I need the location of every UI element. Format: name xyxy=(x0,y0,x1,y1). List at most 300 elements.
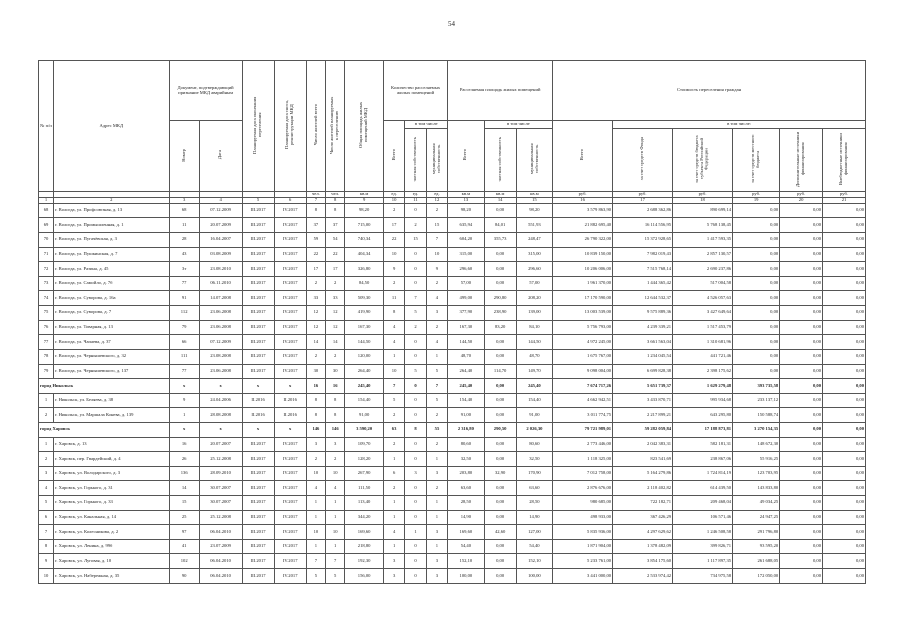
table-cell: 22 xyxy=(383,233,404,248)
table-cell: г. Вологда, ул. Разина, д. 45 xyxy=(53,262,169,277)
table-cell: 0,00 xyxy=(780,525,823,540)
header-cost-incl: в том числе: xyxy=(613,121,866,129)
table-cell: 1 xyxy=(326,539,345,554)
table-cell: 84,50 xyxy=(345,276,384,291)
table-cell: IV.2017 xyxy=(274,481,306,496)
table-cell: 152,10 xyxy=(516,554,552,569)
unit-cell: руб. xyxy=(613,191,673,197)
table-cell: г. Харовск, ул. Володарского, д. 3 xyxy=(53,466,169,481)
header-cost-total: Всего xyxy=(579,149,585,161)
table-cell: 4 972 245,00 xyxy=(553,335,613,350)
header-count-municipal: муниципальная собственность xyxy=(431,143,441,175)
column-number: 7 xyxy=(306,197,325,203)
table-cell: 0,00 xyxy=(823,437,866,452)
table-cell: 8 xyxy=(326,203,345,218)
header-total-area: Общая площадь жилых помещений МКД xyxy=(358,102,369,149)
table-cell: IV.2017 xyxy=(274,335,306,350)
table-cell: II.2016 xyxy=(274,393,306,408)
table-cell: 25.12.2008 xyxy=(199,510,242,525)
table-cell: 30.07.2007 xyxy=(199,481,242,496)
table-row xyxy=(39,510,866,525)
table-cell: 4 297 629,62 xyxy=(613,525,673,540)
table-cell: г. Вологда, ул. Товарная, д. 13 xyxy=(53,320,169,335)
table-cell: 6 xyxy=(39,510,54,525)
table-cell: 2 xyxy=(326,349,345,364)
column-number: 8 xyxy=(326,197,345,203)
table-cell: 79 xyxy=(169,320,199,335)
table-cell: 100,00 xyxy=(516,569,552,584)
column-number: 14 xyxy=(484,197,516,203)
table-cell: 0 xyxy=(405,539,426,554)
table-cell: IV.2017 xyxy=(274,569,306,584)
table-cell: 1 xyxy=(426,539,447,554)
table-cell: 143 833,80 xyxy=(733,481,780,496)
table-cell: 13 003 539,00 xyxy=(553,306,613,321)
table-cell: 8 xyxy=(405,422,426,437)
table-cell: III.2017 xyxy=(242,291,274,306)
table-cell: 0,00 xyxy=(780,349,823,364)
table-cell: 248,47 xyxy=(516,233,552,248)
table-cell: 245,40 xyxy=(345,379,384,394)
table-cell: г. Вологда, ул. Профсоюзная, д. 13 xyxy=(53,203,169,218)
table-cell: 23.08.2008 xyxy=(199,349,242,364)
table-cell: 154,40 xyxy=(516,393,552,408)
table-cell: 3 441 000,00 xyxy=(553,569,613,584)
table-cell: 0,00 xyxy=(823,379,866,394)
table-cell: 77 xyxy=(169,276,199,291)
table-cell: 30 xyxy=(326,364,345,379)
table-cell: 16 114 556,95 xyxy=(613,218,673,233)
unit-cell: ед. xyxy=(405,191,426,197)
table-cell: 5 233 761,00 xyxy=(553,554,613,569)
table-cell: 32,90 xyxy=(484,466,516,481)
header-area-incl: в том числе xyxy=(484,121,553,129)
table-row xyxy=(39,203,866,218)
table-cell: 6 xyxy=(383,466,404,481)
table-cell: III.2017 xyxy=(242,364,274,379)
table-cell: II.2016 xyxy=(242,408,274,423)
table-cell: 152,10 xyxy=(448,554,484,569)
table-cell: 0,00 xyxy=(823,393,866,408)
table-cell: 149,70 xyxy=(516,364,552,379)
table-cell: 582 181,31 xyxy=(673,437,733,452)
table-cell: 120,00 xyxy=(345,349,384,364)
table-cell: 1 xyxy=(383,452,404,467)
table-cell: 0 xyxy=(405,276,426,291)
table-cell: 0,00 xyxy=(484,247,516,262)
column-number: 19 xyxy=(733,197,780,203)
table-cell: 06.04.2010 xyxy=(199,554,242,569)
table-cell: 112 xyxy=(169,306,199,321)
subtotal-label: город Харовск xyxy=(39,422,170,437)
table-cell: 2 xyxy=(426,276,447,291)
table-cell: 1 675 767,00 xyxy=(553,349,613,364)
table-cell: 315,00 xyxy=(516,247,552,262)
table-cell: 2 xyxy=(383,203,404,218)
table-cell: 14,90 xyxy=(516,510,552,525)
table-cell: 3 xyxy=(383,569,404,584)
table-row xyxy=(39,335,866,350)
table-row xyxy=(39,554,866,569)
table-cell: 0,00 xyxy=(484,510,516,525)
table-cell: 79 721 989,01 xyxy=(553,422,613,437)
table-cell: 643 295,80 xyxy=(673,408,733,423)
table-cell: 0,00 xyxy=(780,364,823,379)
table-cell: 2 533 974,42 xyxy=(613,569,673,584)
table-cell: 264,40 xyxy=(448,364,484,379)
table-cell: 3 433 870,71 xyxy=(613,393,673,408)
table-cell: г. Харовск, пер. Гвардейский, д. 4 xyxy=(53,452,169,467)
unit-cell: кв.м xyxy=(516,191,552,197)
table-cell: 1 xyxy=(405,525,426,540)
table-cell: 1 724 814,19 xyxy=(673,466,733,481)
column-number: 9 xyxy=(345,197,384,203)
table-cell: 91,00 xyxy=(448,408,484,423)
table-cell: 517 004,58 xyxy=(673,276,733,291)
table-cell: 264,40 xyxy=(345,364,384,379)
table-cell: 2 688 362,86 xyxy=(613,203,673,218)
table-cell: 0,00 xyxy=(823,466,866,481)
table-cell: IV.2017 xyxy=(274,452,306,467)
table-cell: 63,60 xyxy=(448,481,484,496)
table-cell: 0 xyxy=(405,349,426,364)
table-cell: 7 xyxy=(326,554,345,569)
table-cell: 54,40 xyxy=(516,539,552,554)
table-cell: 167,30 xyxy=(345,320,384,335)
table-row xyxy=(39,276,866,291)
table-cell: 1 xyxy=(383,539,404,554)
table-cell: 2 xyxy=(426,481,447,496)
table-cell: 2 xyxy=(383,276,404,291)
table-cell: 48,70 xyxy=(516,349,552,364)
table-cell: 41 xyxy=(169,539,199,554)
table-cell: 4 xyxy=(426,291,447,306)
table-cell: 0,00 xyxy=(780,247,823,262)
table-cell: 8 xyxy=(383,306,404,321)
table-cell: 3 590,20 xyxy=(345,422,384,437)
table-cell: 2 xyxy=(383,408,404,423)
table-cell: 80,60 xyxy=(516,437,552,452)
table-cell: IV.2017 xyxy=(274,262,306,277)
table-cell: III.2017 xyxy=(242,481,274,496)
table-cell: IV.2017 xyxy=(274,203,306,218)
table-cell: 290,80 xyxy=(484,291,516,306)
table-cell: 30 xyxy=(306,364,325,379)
table-cell: 2 118 402,82 xyxy=(613,481,673,496)
table-cell: IV.2017 xyxy=(274,496,306,511)
table-cell: 5 651 739,37 xyxy=(613,379,673,394)
table-cell: 261 688,05 xyxy=(733,554,780,569)
table-cell: 740,34 xyxy=(345,233,384,248)
table-cell: 0,00 xyxy=(780,218,823,233)
table-cell: 07.12.2009 xyxy=(199,335,242,350)
table-cell: 377,90 xyxy=(448,306,484,321)
table-cell: 296,60 xyxy=(448,262,484,277)
table-cell: 3 011 774,75 xyxy=(553,408,613,423)
column-number: 4 xyxy=(199,197,242,203)
table-cell: 7 982 019,43 xyxy=(613,247,673,262)
table-cell: 2 773 446,00 xyxy=(553,437,613,452)
table-cell: 0 xyxy=(405,247,426,262)
table-cell: 172 050,00 xyxy=(733,569,780,584)
table-cell: 203,80 xyxy=(448,466,484,481)
table-cell: 10 206 006,00 xyxy=(553,262,613,277)
table-cell: 0,00 xyxy=(780,203,823,218)
table-cell: 209 468,04 xyxy=(673,496,733,511)
table-cell: 8 xyxy=(326,393,345,408)
table-cell: IV.2017 xyxy=(274,233,306,248)
table-cell: 0 xyxy=(405,203,426,218)
table-cell: 5 xyxy=(39,496,54,511)
table-cell: 90 xyxy=(169,569,199,584)
table-cell: 3 xyxy=(405,466,426,481)
table-cell: 238,90 xyxy=(484,306,516,321)
table-cell: г. Вологда, ул. Промышленная, д. 1 xyxy=(53,218,169,233)
table-cell: г. Вологда, ул. Суворова, д. 7 xyxy=(53,306,169,321)
table-cell: IV.2017 xyxy=(274,510,306,525)
table-cell: 5 xyxy=(405,364,426,379)
column-number: 11 xyxy=(405,197,426,203)
table-cell: 98,20 xyxy=(345,203,384,218)
table-cell: 2 217 899,21 xyxy=(613,408,673,423)
table-cell: IV.2017 xyxy=(274,364,306,379)
table-cell: 0,00 xyxy=(823,218,866,233)
table-cell: 10 xyxy=(39,569,54,584)
subtotal-row xyxy=(39,422,866,437)
table-cell: 2 042 383,31 xyxy=(613,437,673,452)
table-cell: 59 282 059,84 xyxy=(613,422,673,437)
header-area-private: частная собственность xyxy=(496,136,502,182)
table-cell: 0,00 xyxy=(823,554,866,569)
column-number: 3 xyxy=(169,197,199,203)
table-cell: 0 xyxy=(405,379,426,394)
table-cell: 404,34 xyxy=(345,247,384,262)
table-cell: 25 xyxy=(169,510,199,525)
table-row xyxy=(39,393,866,408)
table-cell: 128,20 xyxy=(345,452,384,467)
table-cell: 0,00 xyxy=(733,306,780,321)
column-number: 16 xyxy=(553,197,613,203)
table-cell: 17 xyxy=(383,218,404,233)
table-cell: 1 xyxy=(326,510,345,525)
table-cell: 10 839 150,00 xyxy=(553,247,613,262)
header-count-incl: в том числе xyxy=(405,121,448,129)
table-row xyxy=(39,218,866,233)
table-cell: 2 398 175,62 xyxy=(673,364,733,379)
table-cell: 2 690 237,86 xyxy=(673,262,733,277)
table-cell: 0,00 xyxy=(823,539,866,554)
table-cell: IV.2017 xyxy=(274,218,306,233)
table-cell: 15 xyxy=(426,218,447,233)
table-cell: 49 034,25 xyxy=(733,496,780,511)
table-cell: 0,00 xyxy=(823,452,866,467)
table-cell: 07.12.2009 xyxy=(199,203,242,218)
table-cell: 74 xyxy=(39,291,54,306)
table-cell: 8 xyxy=(306,203,325,218)
table-cell: 14.07.2008 xyxy=(199,291,242,306)
table-cell: 170,90 xyxy=(516,466,552,481)
table-cell: 7 515 768,14 xyxy=(613,262,673,277)
table-cell: IV.2017 xyxy=(274,276,306,291)
unit-cell: руб. xyxy=(733,191,780,197)
table-cell: 2 xyxy=(426,408,447,423)
table-cell: 367 426,29 xyxy=(613,510,673,525)
table-cell: 106 571,46 xyxy=(673,510,733,525)
header-residents-planned: Число жителей планируемых к переселению xyxy=(329,96,340,154)
table-row xyxy=(39,525,866,540)
table-cell: 2 857 130,57 xyxy=(673,247,733,262)
table-cell: 8 xyxy=(306,408,325,423)
table-cell: III.2017 xyxy=(242,203,274,218)
table-cell: III.2017 xyxy=(242,276,274,291)
unit-cell: ед. xyxy=(426,191,447,197)
table-cell: 71 xyxy=(39,247,54,262)
table-cell: 5 756 793,00 xyxy=(553,320,613,335)
table-cell: 30.07.2007 xyxy=(199,496,242,511)
table-cell: 111 xyxy=(169,349,199,364)
table-cell: 0,00 xyxy=(823,349,866,364)
table-cell: 0,00 xyxy=(484,569,516,584)
unit-cell: чел. xyxy=(326,191,345,197)
table-cell: 75 xyxy=(39,306,54,321)
table-cell: III.2017 xyxy=(242,320,274,335)
table-cell: 5 xyxy=(326,569,345,584)
header-doc-group: Документ, подтверждающий признание МКД аварийным xyxy=(169,61,242,121)
table-cell: 28.08.2008 xyxy=(199,408,242,423)
table-cell: III.2017 xyxy=(242,349,274,364)
table-row xyxy=(39,349,866,364)
table-cell: 0,00 xyxy=(780,539,823,554)
table-cell: 98,20 xyxy=(516,203,552,218)
table-cell: 1 xyxy=(39,437,54,452)
table-cell: 111,50 xyxy=(345,481,384,496)
table-row xyxy=(39,291,866,306)
table-cell: x xyxy=(169,422,199,437)
table-cell: 17 170 590,00 xyxy=(553,291,613,306)
table-cell: 326,80 xyxy=(345,262,384,277)
column-number: 13 xyxy=(448,197,484,203)
table-row xyxy=(39,262,866,277)
table-cell: г. Харовск, ул. Набережная, д. 35 xyxy=(53,569,169,584)
table-cell: 0,00 xyxy=(733,349,780,364)
column-number: 20 xyxy=(780,197,823,203)
table-cell: 12 xyxy=(306,320,325,335)
table-cell: 734 975,58 xyxy=(673,569,733,584)
table-cell: 17 188 873,81 xyxy=(673,422,733,437)
table-cell: III.2017 xyxy=(242,306,274,321)
table-cell: 4 662 942,51 xyxy=(553,393,613,408)
column-number: 10 xyxy=(383,197,404,203)
table-cell: 3 xyxy=(306,437,325,452)
table-cell: 84,10 xyxy=(516,320,552,335)
table-cell: 0,00 xyxy=(733,291,780,306)
table-cell: 0,00 xyxy=(484,393,516,408)
table-row xyxy=(39,437,866,452)
unit-cell: руб. xyxy=(780,191,823,197)
table-cell: 0,00 xyxy=(823,335,866,350)
table-cell: 4 526 057,63 xyxy=(673,291,733,306)
table-cell: г. Вологда, ул. Самойло, д. 7б xyxy=(53,276,169,291)
table-cell: 73 xyxy=(39,276,54,291)
table-row xyxy=(39,481,866,496)
table-body xyxy=(39,203,866,583)
unit-cell: руб. xyxy=(673,191,733,197)
table-cell: 80,60 xyxy=(448,437,484,452)
table-cell: 233 137,12 xyxy=(733,393,780,408)
table-cell: 0 xyxy=(405,554,426,569)
table-cell: III.2017 xyxy=(242,525,274,540)
table-cell: 0,00 xyxy=(823,291,866,306)
table-cell: 28,50 xyxy=(448,496,484,511)
table-cell: 0,00 xyxy=(484,554,516,569)
table-cell: 10 xyxy=(326,525,345,540)
unit-cell: ед. xyxy=(383,191,404,197)
table-cell: 0 xyxy=(405,510,426,525)
table-cell: 48,70 xyxy=(448,349,484,364)
table-cell: 72 xyxy=(39,262,54,277)
table-cell: x xyxy=(169,379,199,394)
table-cell: 1 517 453,79 xyxy=(673,320,733,335)
table-cell: 1 629 279,48 xyxy=(673,379,733,394)
table-cell: 10 xyxy=(383,247,404,262)
table-row xyxy=(39,452,866,467)
table-cell: 6 699 828,38 xyxy=(613,364,673,379)
table-cell: IV.2017 xyxy=(274,539,306,554)
table-cell: 144,50 xyxy=(345,335,384,350)
table-cell: 3 xyxy=(426,554,447,569)
table-cell: III.2017 xyxy=(242,437,274,452)
table-cell: 0 xyxy=(405,452,426,467)
table-cell: 823 541,69 xyxy=(613,452,673,467)
header-count-total: Всего xyxy=(390,149,396,161)
table-cell: 291 796,80 xyxy=(733,525,780,540)
table-cell: 0,00 xyxy=(484,481,516,496)
table-cell: 0,00 xyxy=(484,276,516,291)
table-cell: 192,30 xyxy=(345,554,384,569)
table-cell: 3 661 563,04 xyxy=(613,335,673,350)
table-cell: 63 xyxy=(383,422,404,437)
table-cell: г. Вологда, ул. Суворова, д. 16а xyxy=(53,291,169,306)
table-cell: 17 xyxy=(306,262,325,277)
table-cell: 0,00 xyxy=(823,496,866,511)
table-cell: 3 579 863,90 xyxy=(553,203,613,218)
table-cell: 0 xyxy=(405,569,426,584)
table-cell: 0,00 xyxy=(733,247,780,262)
header-no: № п/п xyxy=(39,61,54,192)
table-cell: 3 xyxy=(426,306,447,321)
table-cell: III.2017 xyxy=(242,510,274,525)
table-cell: 3 xyxy=(39,466,54,481)
table-row xyxy=(39,496,866,511)
table-cell: 980 685,00 xyxy=(553,496,613,511)
table-cell: 9 xyxy=(169,393,199,408)
table-cell: 144,50 xyxy=(448,335,484,350)
page-number: 54 xyxy=(448,20,455,28)
table-cell: 267,90 xyxy=(345,466,384,481)
table-cell: 10 xyxy=(383,364,404,379)
table-cell: 296,60 xyxy=(516,262,552,277)
table-cell: 0,00 xyxy=(733,203,780,218)
table-cell: 66 xyxy=(169,335,199,350)
table-cell: г. Никольск, ул. Беляева, д. 38 xyxy=(53,393,169,408)
table-cell: 1 xyxy=(426,452,447,467)
table-cell: 890 699,14 xyxy=(673,203,733,218)
table-cell: 114,70 xyxy=(484,364,516,379)
table-cell: 0,00 xyxy=(484,452,516,467)
table-cell: 0 xyxy=(405,335,426,350)
table-cell: II.2016 xyxy=(242,393,274,408)
table-cell: г. Харовск, ул. Колесникова, д. 2 xyxy=(53,525,169,540)
